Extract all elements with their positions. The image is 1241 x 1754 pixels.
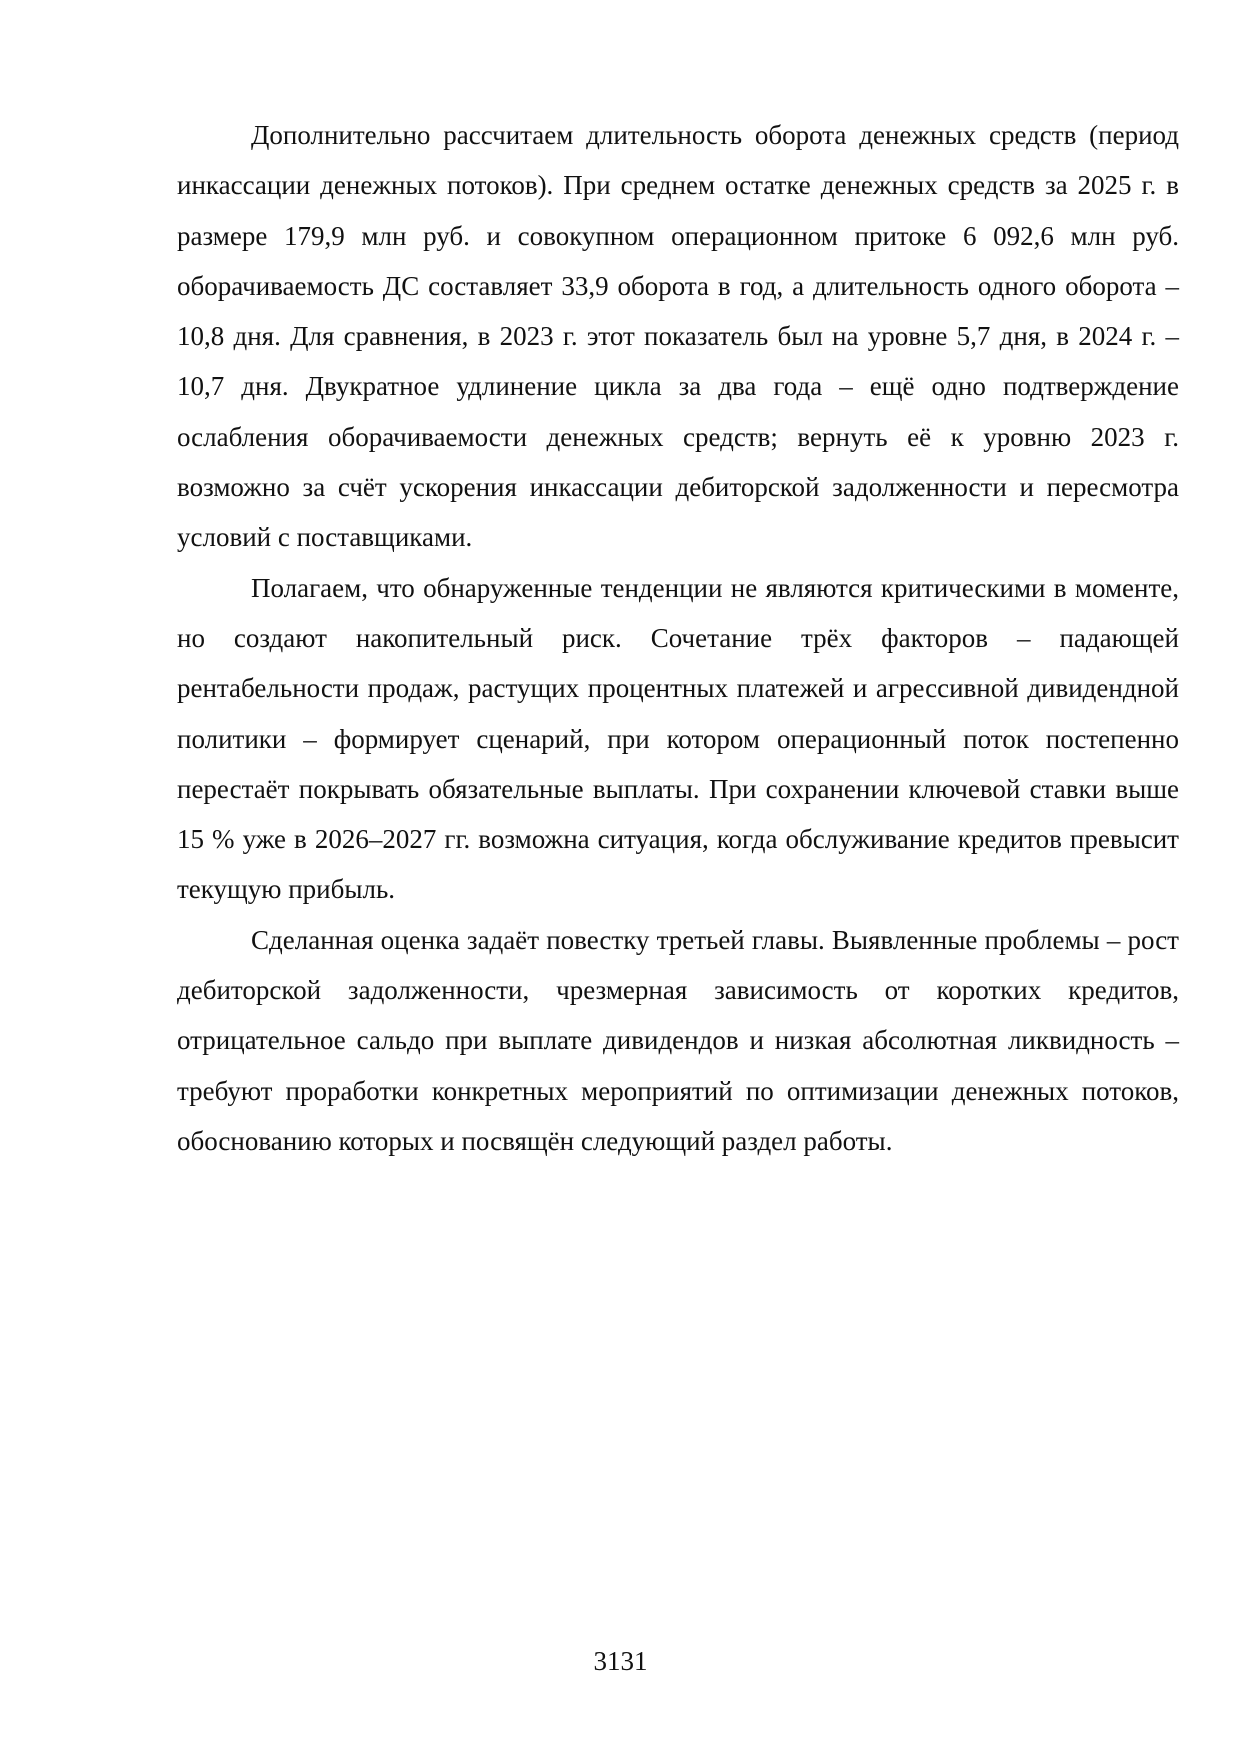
page-number: 3131	[593, 1646, 648, 1676]
paragraph-cash-turnover: Дополнительно рассчитаем длительность оборота денежных средств (период инкассации денежных потоков). При среднем остатке денежных средств за 2025 г. в размере 179,9 млн руб. и совокупном операционном притоке 6 092,6 млн руб. оборачиваемость ДС составляет 33,9 оборота в год, а длительность одного оборота – 10,8 дня. Для сравнения, в 2023 г. этот показатель был на уровне 5,7 дня, в 2024 г. – 10,7 дня. Двукратное удлинение цикла за два года – ещё одно подтверждение ослабления оборачиваемости денежных средств; вернуть её к уровню 2023 г. возможно за счёт ускорения инкассации дебиторской задолженности и пересмотра условий с поставщиками.	[177, 120, 1179, 553]
body-text	[177, 110, 1179, 1166]
paragraph-chapter-agenda: Сделанная оценка задаёт повестку третьей главы. Выявленные проблемы – рост дебиторской задолженности, чрезмерная зависимость от коротких кредитов, отрицательное сальдо при выплате дивидендов и низкая абсолютная ликвидность – требуют проработки конкретных мероприятий по оптимизации денежных потоков, обоснованию которых и посвящён следующий раздел работы.	[177, 924, 1179, 1156]
paragraph-accumulated-risk: Полагаем, что обнаруженные тенденции не являются критическими в моменте, но создают накопительный риск. Сочетание трёх факторов – падающей рентабельности продаж, растущих процентных платежей и агрессивной дивидендной политики – формирует сценарий, при котором операционный поток постепенно перестаёт покрывать обязательные выплаты. При сохранении ключевой ставки выше 15 % уже в 2026–2027 гг. возможна ситуация, когда обслуживание кредитов превысит текущую прибыль.	[177, 572, 1179, 905]
